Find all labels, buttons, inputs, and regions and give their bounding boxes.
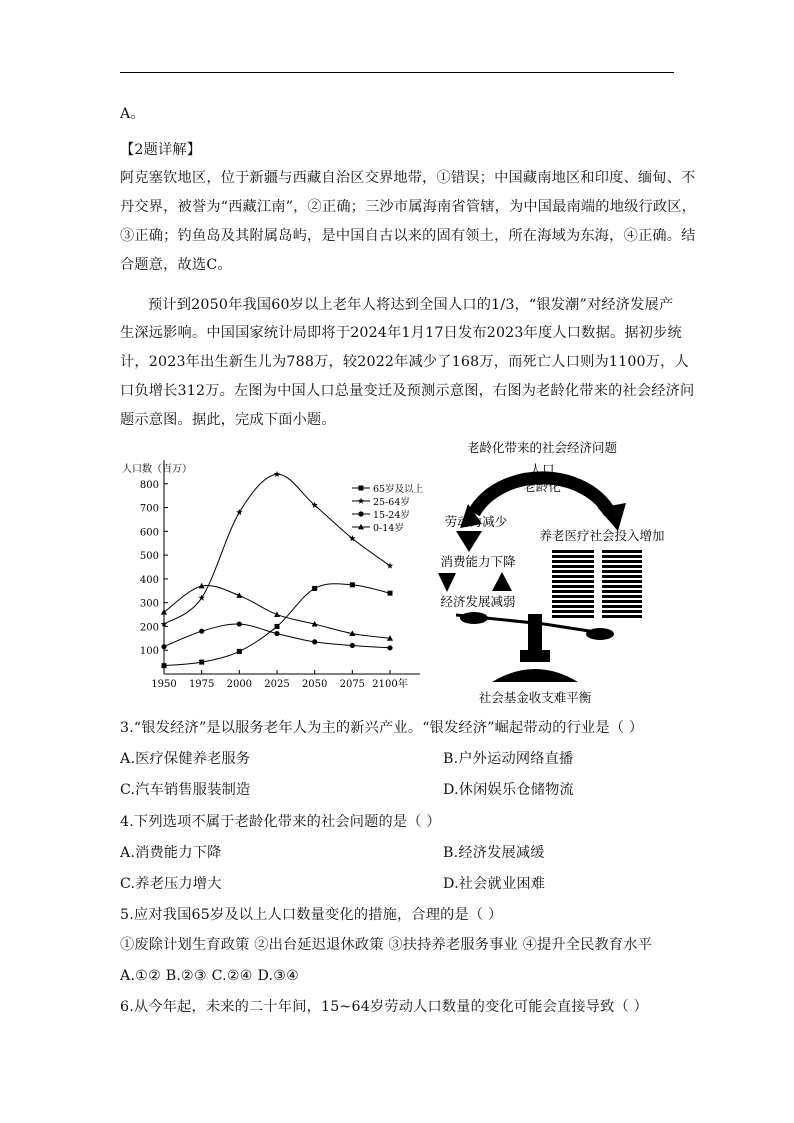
q3-option-c: C.汽车销售服装制造 (120, 782, 251, 798)
stack-bar (552, 570, 594, 573)
data-point-2 (161, 644, 166, 649)
data-point-2 (312, 639, 317, 644)
data-point-3 (161, 609, 167, 615)
stack-bar (552, 590, 594, 593)
x-tick-label: 2000 (226, 679, 253, 690)
stack-bar (602, 550, 642, 553)
data-point-0 (350, 582, 355, 587)
left-pan (460, 612, 488, 624)
stack-bar (552, 575, 594, 578)
q3-stem: 3.“银发经济”是以服务老年人为主的新兴产业。“银发经济”崛起带动的行业是（ ） (120, 720, 644, 736)
q1-answer: A。 (120, 106, 145, 122)
stack-bar (552, 565, 594, 568)
stack-bar (602, 560, 642, 563)
down-arrow (456, 531, 482, 552)
medical-investment-label: 养老医疗社会投入增加 (539, 528, 665, 543)
q5-option-d: D.③④ (257, 968, 300, 984)
scale-base (492, 669, 578, 682)
q5-option-c: C.②④ (211, 968, 253, 984)
scale-pillar (528, 614, 542, 652)
intro-line-3: 计，2023年出生新生儿为788万，较2022年减少了168万，而死亡人口则为1100万，人 (120, 354, 689, 370)
y-tick-label: 300 (139, 598, 159, 610)
stack-bar (552, 595, 594, 598)
diagram-top-line-1: 人口 (529, 462, 555, 477)
intro-line-4: 口负增长312万。左图为中国人口总量变迁及预测示意图，右图为老龄化带来的社会经济问 (120, 383, 695, 399)
x-tick-label: 2100年 (372, 679, 408, 690)
stack-bar (602, 610, 642, 613)
q2-line-2: 丹交界，被誉为“西藏江南”，②正确；三沙市属海南省管辖，为中国最南端的地级行政区， (120, 199, 697, 215)
data-point-0 (237, 649, 242, 654)
y-tick-label: 400 (139, 574, 159, 586)
x-tick-label: 1950 (151, 679, 177, 690)
stack-bar (602, 600, 642, 603)
stack-bar (552, 550, 594, 553)
stack-bar (552, 560, 594, 563)
stack-bar (602, 590, 642, 593)
x-tick-label: 2050 (301, 679, 328, 690)
y-tick-label: 100 (139, 646, 159, 658)
legend-label-2: 15-24岁 (373, 510, 410, 521)
data-point-0 (275, 624, 280, 629)
data-point-0 (312, 586, 317, 591)
data-point-1 (387, 562, 393, 568)
x-tick-label: 2075 (339, 679, 366, 690)
q3-option-a: A.医疗保健养老服务 (120, 751, 251, 767)
stack-bar (552, 605, 594, 608)
stack-bar (552, 610, 594, 613)
stack-bar (602, 615, 642, 618)
q4-option-b: B.经济发展减缓 (443, 845, 545, 861)
q4-option-c: C.养老压力增大 (120, 876, 222, 892)
data-point-0 (162, 663, 167, 668)
data-point-0 (388, 591, 393, 596)
legend-label-3: 0-14岁 (373, 523, 404, 534)
q4-stem: 4.下列选项不属于老龄化带来的社会问题的是（ ） (120, 814, 441, 830)
legend-label-0: 65岁及以上 (373, 484, 424, 495)
legend-marker-0 (359, 486, 364, 491)
consumption-drop-label: 消费能力下降 (440, 554, 516, 569)
q2-line-1: 阿克塞钦地区，位于新疆与西藏自治区交界地带，①错误；中国藏南地区和印度、缅甸、不 (120, 170, 696, 186)
legend-label-1: 25-64岁 (373, 497, 410, 508)
x-tick-label: 2025 (264, 679, 290, 690)
series-line-1 (164, 474, 390, 624)
stack-bar (552, 585, 594, 588)
stack-bar (602, 555, 642, 558)
q5-stem: 5.应对我国65岁及以上人口数量变化的措施，合理的是（ ） (120, 907, 503, 923)
data-point-2 (199, 629, 204, 634)
stack-bar (552, 580, 594, 583)
stack-bar (552, 555, 594, 558)
data-point-2 (350, 643, 355, 648)
intro-line-1: 预计到2050年我国60岁以上老年人将达到全国人口的1/3，“银发潮”对经济发展产 (148, 297, 674, 313)
labor-decrease-label: 劳动力减少 (444, 514, 508, 529)
q2-line-4: 合题意，故选C。 (120, 257, 232, 273)
right-up-arrow (492, 572, 512, 591)
q3-option-d: D.休闲娱乐仓储物流 (443, 782, 574, 798)
fund-imbalance-label: 社会基金收支难平衡 (478, 690, 592, 705)
investment-stack (552, 550, 642, 618)
left-down-arrow (438, 573, 456, 592)
y-tick-label: 700 (139, 503, 159, 515)
intro-line-2: 生深远影响。中国国家统计局即将于2024年1月17日发布2023年度人口数据。据初步统 (120, 325, 682, 341)
q3-option-b: B.户外运动网络直播 (443, 751, 574, 767)
stack-bar (602, 605, 642, 608)
q2-line-3: ③正确；钓鱼岛及其附属岛屿，是中国自古以来的固有领土，所在海域为东海，④正确。结 (120, 228, 696, 244)
q4-option-d: D.社会就业困难 (443, 876, 546, 892)
stack-bar (602, 580, 642, 583)
q2-header: 【2题详解】 (120, 142, 202, 158)
data-point-1 (236, 509, 243, 515)
stack-bar (602, 595, 642, 598)
data-point-2 (237, 621, 242, 626)
stack-bar (602, 570, 642, 573)
data-point-2 (274, 631, 279, 636)
y-axis-label: 人口数（百万） (122, 464, 192, 475)
right-pan (586, 628, 614, 640)
data-point-1 (274, 471, 280, 477)
intro-line-5: 题示意图。据此，完成下面小题。 (120, 412, 336, 428)
y-tick-label: 600 (139, 527, 159, 539)
q4-option-a: A.消费能力下降 (120, 845, 222, 861)
econ-slowdown-label: 经济发展减弱 (440, 594, 516, 609)
diagram-top-line-2: 老龄化 (523, 479, 561, 494)
aging-issues-diagram (420, 436, 680, 708)
q5-items: ①废除计划生育政策 ②出台延迟退休政策 ③扶持养老服务事业 ④提升全民教育水平 (120, 937, 653, 953)
stack-bar (552, 600, 594, 603)
scale-neck (520, 650, 550, 662)
x-tick-label: 1975 (188, 679, 215, 690)
y-tick-label: 500 (139, 551, 159, 563)
data-point-2 (387, 645, 392, 650)
diagram-title: 老龄化带来的社会经济问题 (466, 440, 618, 455)
q5-options (120, 966, 674, 986)
stack-bar (552, 615, 594, 618)
stack-bar (602, 575, 642, 578)
legend-marker-2 (358, 511, 363, 516)
data-point-1 (198, 595, 205, 601)
q5-option-a: A.①② (120, 968, 161, 984)
q6-stem: 6.从今年起，未来的二十年间，15~64岁劳动人口数量的变化可能会直接导致（ ） (120, 999, 649, 1015)
q5-option-b: B.②③ (165, 968, 207, 984)
y-tick-label: 200 (139, 622, 159, 634)
stack-bar (602, 565, 642, 568)
data-point-0 (199, 660, 204, 665)
y-tick-label: 800 (139, 479, 159, 491)
stack-bar (602, 585, 642, 588)
population-line-chart (120, 452, 440, 692)
header-rule (120, 72, 674, 73)
